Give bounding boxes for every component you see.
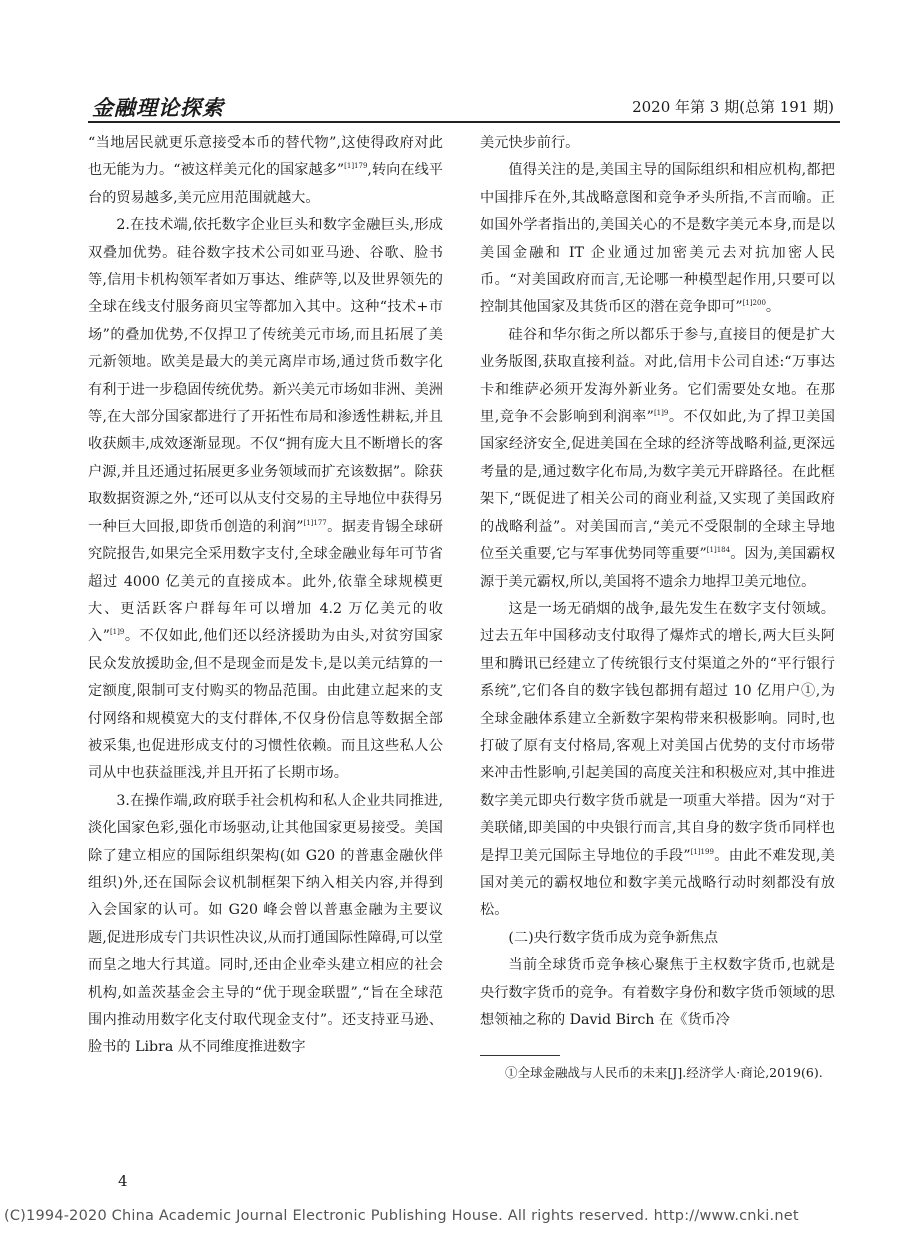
- text-run: 。不仅如此,他们还以经济援助为由头,对贫穷国家民众发放援助金,但不是现金而是发卡,是以美元结算的一定额度,限制可支付购买的物品范围。由此建立起来的支付网络和规模宽大的支付群体,不仅身份信息等数据全部被采集,也促进形成支付的习惯性依赖。而且这些私人公司从中也获益匪浅,并且开拓了长期市场。: [88, 628, 443, 782]
- paragraph: [88, 212, 443, 788]
- text-run: 当前全球货币竞争核心聚焦于主权数字货币,也就是央行数字货币的竞争。有着数字身份和数字货币领域的思想领袖之称的 David Birch 在《货币冷: [480, 957, 835, 1028]
- paragraph: [480, 157, 835, 321]
- paragraph: [480, 130, 835, 157]
- citation: [1]177: [303, 518, 327, 527]
- paragraph: [480, 322, 835, 596]
- citation: [1]9: [653, 409, 669, 418]
- footnote-rule: [480, 1055, 560, 1056]
- text-run: 这是一场无硝烟的战争,最先发生在数字支付领域。过去五年中国移动支付取得了爆炸式的增长,两大巨头阿里和腾讯已经建立了传统银行支付渠道之外的“平行银行系统”,它们各自的数字钱包都拥有超过 10 亿用户①,为全球金融体系建立全新数字架构带来积极影响。同时,也打破了原有支付格局,客观上对美国占优势的支付市场带来冲击性影响,引起美国的高度关注和积极应对,其中推进数字美元即央行数字货币就是一项重大举措。因为“对于美联储,即美国的中央银行而言,其自身的数字货币同样也是捍卫美元国际主导地位的手段”: [480, 600, 835, 864]
- text-run: 值得关注的是,美国主导的国际组织和相应机构,都把中国排斥在外,其战略意图和竞争矛头所指,不言而喻。正如国外学者指出的,美国关心的不是数字美元本身,而是以美国金融和 IT 企业通过加密美元去对抗加密人民币。“对美国政府而言,无论哪一种模型起作用,只要可以控制其他国家及其货币区的潜在竞争即可”: [480, 162, 835, 316]
- text-run: 。由此不难发现,美国对美元的霸权地位和数字美元战略行动时刻都没有放松。: [480, 847, 835, 919]
- text-run: (二)央行数字货币成为竞争新焦点: [508, 929, 719, 946]
- copyright-line: (C)1994-2020 China Academic Journal Electronic Publishing House. All rights reserved. http://www.cnki.net: [4, 1208, 799, 1224]
- citation: [1]179: [344, 162, 368, 171]
- right-column: [480, 130, 835, 1034]
- text-run: 3.在操作端,政府联手社会机构和私人企业共同推进,淡化国家色彩,强化市场驱动,让其他国家更易接受。美国除了建立相应的国际组织架构(如 G20 的普惠金融伙伴组织)外,还在国际会议机制框架下纳入相关内容,并得到入会国家的认可。如 G20 峰会曾以普惠金融为主要议题,促进形成专门共识性决议,从而打通国际性障碍,可以堂而皇之地大行其道。同时,还由企业牵头建立相应的社会机构,如盖茨基金会主导的“优于现金联盟”,“旨在全球范围内推动用数字化支付取代现金支付”。还支持亚马逊、脸书的 Libra 从不同维度推进数字: [88, 792, 443, 1056]
- citation: [1]200: [742, 299, 766, 308]
- text-run: ,转向在线平台的贸易越多,美元应用范围就越大。: [88, 162, 443, 206]
- text-run: “当地居民就更乐意接受本币的替代物”,这使得政府对此也无能为力。“被这样美元化的国家越多”: [88, 135, 443, 179]
- citation: [1]199: [690, 847, 714, 856]
- paragraph: [88, 788, 443, 1062]
- journal-name: 金融理论探索: [92, 95, 224, 120]
- text-run: 。因为,美国霸权源于美元霸权,所以,美国将不遗余力地捍卫美元地位。: [480, 546, 836, 590]
- paragraph: [480, 596, 835, 925]
- paragraph: [480, 952, 835, 1034]
- page-number: 4: [118, 1172, 128, 1190]
- header-rule: [88, 121, 840, 123]
- paragraph: [88, 130, 443, 212]
- section-heading: [480, 925, 835, 952]
- text-run: 硅谷和华尔街之所以都乐于参与,直接目的便是扩大业务版图,获取直接利益。对此,信用卡公司自述:“万事达卡和维萨必须开发海外新业务。它们需要处女地。在那里,竞争不会影响到利润率”: [480, 326, 835, 426]
- citation: [1]9: [109, 628, 125, 637]
- footnote: ①全球金融战与人民币的未来[J].经济学人·商论,2019(6).: [505, 1065, 823, 1080]
- text-run: 。: [765, 299, 781, 316]
- left-column: [88, 130, 443, 1062]
- text-run: 美元快步前行。: [480, 135, 580, 151]
- citation: [1]184: [706, 546, 731, 555]
- text-run: 。据麦肯锡全球研究院报告,如果完全采用数字支付,全球金融业每年可节省超过 4000 亿美元的直接成本。此外,依靠全球规模更大、更活跃客户群每年可以增加 4.2 万亿美元的收入”: [88, 518, 443, 645]
- text-run: 2.在技术端,依托数字企业巨头和数字金融巨头,形成双叠加优势。硅谷数字技术公司如亚马逊、谷歌、脸书等,信用卡机构领军者如万事达、维萨等,以及世界领先的全球在线支付服务商贝宝等都加入其中。这种“技术+市场”的叠加优势,不仅捍卫了传统美元市场,而且拓展了美元新领地。欧美是最大的美元离岸市场,通过货币数字化有利于进一步稳固传统优势。新兴美元市场如非洲、美洲等,在大部分国家都进行了开拓性布局和渗透性耕耘,并且收获颇丰,成效逐渐显现。不仅“拥有庞大且不断增长的客户源,并且还通过拓展更多业务领域而扩充该数据”。除获取数据资源之外,“还可以从支付交易的主导地位中获得另一种巨大回报,即货币创造的利润”: [88, 217, 443, 535]
- issue-label: 2020 年第 3 期(总第 191 期): [632, 98, 834, 116]
- text-run: 。不仅如此,为了捍卫美国国家经济安全,促进美国在全球的经济等战略利益,更深远考量的是,通过数字化布局,为数字美元开辟路径。在此框架下,“既促进了相关公司的商业利益,又实现了美国政府的战略利益”。对美国而言,“美元不受限制的全球主导地位至关重要,它与军事优势同等重要”: [480, 409, 835, 563]
